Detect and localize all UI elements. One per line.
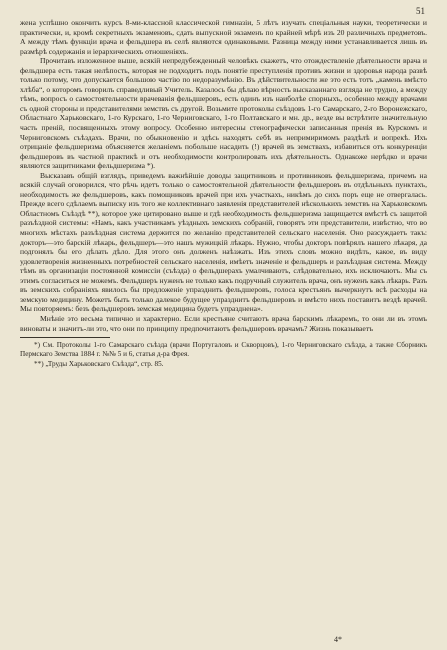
signature-mark: 4* bbox=[334, 635, 342, 644]
paragraph: Мнѣнiе это весьма типично и характерно. Если крестьяне считаютъ врача барскимъ лѣкаремъ, то они ли въ этомъ виноваты и значитъ-ли это, что они по принципу предпочитаютъ фельдшеровъ врачамъ? Жизнь показываетъ bbox=[20, 313, 427, 333]
paragraph: Прочитавъ изложенное выше, всякiй непредубежденный человѣкъ скажетъ, что отождествленiе дѣятельности врача и фельдшера есть такая нелѣпость, которая не подходитъ подъ понятiе преступленiя противъ жизни и здоровья народа развѣ только потому, что допускается большою частiю по недоразумѣнiю. Въ дѣйствительности же это есть тотъ „камень вмѣсто хлѣба“, о которомъ говорилъ справедливый Учитель. Казалось бы дѣлаю вѣрность высказаннаго взгляда не трудно, а между тѣмъ, вопросъ о самостоятельности врачеванiя фельдшеровъ, есть одинъ изъ наиболѣе спорныхъ, особенно между врачами съ одной стороны и представителями земствъ съ другой. Возьмите протоколы съѣздовъ 1-го Самарскаго, 2-го Воронежскаго, Областнаго Харьковскаго, 1-го Курскаго, 1-го Черниговскаго, 1-го Полтавскаго и мн. др., везде вы встрѣтите значительную часть пренiй, посвященныхъ этому вопросу. Особенно интересны стенографически записанныя пренiя въ Курскомъ и Черниговскомъ съѣздахъ. Врачи, по обыкновенiю и здѣсь находятъ себѣ въ непримиримомъ раздѣлѣ и вопрекѣ. Ихъ отрицанiе фельдшеризма объясняется желанiемъ побольше насадить (!) врачей въ земствахъ, избавиться отъ конкуренцiи фельдшеровъ въ частной практикѣ и отъ необходимости контролировать ихъ дѣятельность. Однакоже нерѣдко и врачи являются защитниками фельдшеризма *). bbox=[20, 56, 427, 171]
footnote: **) „Труды Харьковскаго Съѣзда“, стр. 85. bbox=[34, 359, 164, 368]
paragraph: Высказавъ общiй взглядъ, приведемъ важнѣйшiе доводы защитниковъ и противниковъ фельдшеризма, причемъ на всякiй случай оговорился, что рѣчь идетъ только о самостоятельной дѣятельности фельдшеровъ въ отдѣльныхъ пунктахъ, необходимость же фельдшеровъ, какъ помощниковъ врачей при ихъ участкахъ, никѣмъ до сихъ поръ еще не отвергалась. Прежде всего сдѣлаемъ выписку изъ того же коллективнаго заявленiя представителей нѣсколькихъ земствъ на Харьковскомъ Областномъ Съѣздѣ **), которое уже цитировано выше и гдѣ необходимость фельдшеризма защищается вмѣстѣ съ защитой разъѣздной системы: «Намъ, какъ участникамъ уѣздныхъ земскихъ собранiй, говорятъ эти представители, извѣстно, что во многихъ мѣстахъ разъѣздная система держится по желанiю представителей сельскаго населенiя. Оно разсуждаетъ такъ: докторъ—это барскiй лѣкарь, фельдшеръ—это нашъ мужицкiй лѣкарь. Нужно, чтобы докторъ повѣрялъ нашего лѣкаря, да подгонялъ бы его дѣлать дѣло. Для этого онъ долженъ наѣзжать. Изъ этихъ словъ можно видѣть, какое, въ виду удовлетворенiя жизненныхъ потребностей сельскаго населенiя, имѣетъ значенiе и фельдшеръ и разъѣздная система. Между тѣмъ въ организацiи постоянной комиссiи (съѣзда) о фельдшерахъ умалчиваютъ, слѣдовательно, ихъ исключаютъ. Мы съ этимъ согласиться не можемъ. Фельдшеръ нуженъ не только какъ подручный служитель врача, онъ нуженъ какъ лѣкарь. Разъ въ земскихъ собранiяхъ явилось бы предложенiе упразднить фельдшеровъ, голоса крестьянъ вычеркнутъ всѣ расходы на земскую медицину. Можетъ быть только далекое будущее упразднитъ фельдшеровъ и вмѣсто нихъ поставитъ вездѣ врачей. Мы повторяемъ: безъ фельдшеровъ земская медицина будетъ упразднена». bbox=[20, 170, 427, 314]
body-text bbox=[20, 18, 427, 333]
footnotes bbox=[20, 341, 427, 369]
page-number: 51 bbox=[416, 6, 425, 16]
footnote-separator bbox=[20, 337, 110, 338]
footnote: *) См. Протоколы 1-го Самарскаго съѣзда (врачи Португаловъ и Скворцовъ), 1-го Черниговскаго съѣзда, а также Сборникъ Пермскаго Земства 1884 г. №№ 5 и 6, статья д-ра Фрея. bbox=[20, 341, 427, 359]
paragraph: жена успѣшно окончить курсъ 8-ми-классной классической гимназiи, 5 лѣтъ изучать спецiальныя науки, теоретически и практически, и, кромѣ секретныхъ экзаменовъ, сдать выпускной экзаменъ по крайней мѣрѣ изъ 20 различныхъ предметовъ. А между тѣмъ функцiи врача и фельдшера въ селѣ являются одинаковыми. Разница между ними устанавливается лишь въ размѣрѣ содержанiя и iерархическихъ отношенiяхъ. bbox=[20, 18, 427, 56]
